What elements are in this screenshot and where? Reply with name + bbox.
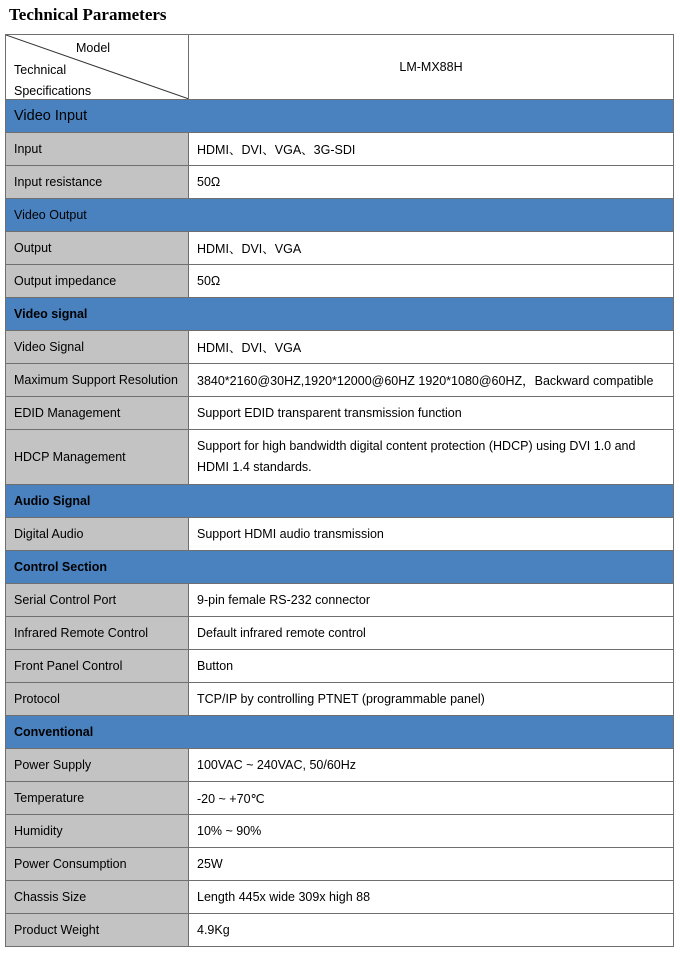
- param-value: 50Ω: [189, 166, 674, 199]
- section-video-signal: [6, 298, 674, 331]
- table-row: [6, 650, 674, 683]
- param-value: 50Ω: [189, 265, 674, 298]
- section-title: Video Output: [6, 199, 674, 232]
- param-name: Output: [6, 232, 189, 265]
- param-value: 4.9Kg: [189, 914, 674, 947]
- spec-table: [5, 34, 674, 947]
- table-row: [6, 815, 674, 848]
- param-value: Length 445x wide 309x high 88: [189, 881, 674, 914]
- table-row: [6, 584, 674, 617]
- table-row: [6, 782, 674, 815]
- table-row: [6, 617, 674, 650]
- param-name: Maximum Support Resolution: [6, 364, 189, 397]
- param-value: 3840*2160@30HZ,1920*12000@60HZ 1920*1080@60HZ，Backward compatible: [189, 364, 674, 397]
- param-value: Support HDMI audio transmission: [189, 518, 674, 551]
- section-title: Control Section: [6, 551, 674, 584]
- table-row: [6, 430, 674, 485]
- section-conventional: [6, 716, 674, 749]
- param-name: Video Signal: [6, 331, 189, 364]
- table-row: [6, 397, 674, 430]
- technical-label: Technical: [14, 63, 67, 77]
- param-name: Chassis Size: [6, 881, 189, 914]
- table-header-row: [6, 35, 674, 100]
- model-value: LM-MX88H: [189, 35, 674, 100]
- section-video-input: [6, 100, 674, 133]
- param-value: -20 ~ +70℃: [189, 782, 674, 815]
- param-name: Serial Control Port: [6, 584, 189, 617]
- table-row: [6, 914, 674, 947]
- section-title: Video signal: [6, 298, 674, 331]
- param-name: Digital Audio: [6, 518, 189, 551]
- param-name: Power Supply: [6, 749, 189, 782]
- table-row: [6, 265, 674, 298]
- param-value: 100VAC ~ 240VAC, 50/60Hz: [189, 749, 674, 782]
- param-value: HDMI、DVI、VGA: [189, 331, 674, 364]
- param-value: Support EDID transparent transmission function: [189, 397, 674, 430]
- param-value: Support for high bandwidth digital content protection (HDCP) using DVI 1.0 and HDMI 1.4 standards.: [189, 430, 674, 485]
- diagonal-header-cell: [6, 35, 189, 100]
- param-name: Front Panel Control: [6, 650, 189, 683]
- param-name: Power Consumption: [6, 848, 189, 881]
- section-title: Conventional: [6, 716, 674, 749]
- section-title: Audio Signal: [6, 485, 674, 518]
- param-value: 25W: [189, 848, 674, 881]
- table-row: [6, 683, 674, 716]
- table-row: [6, 331, 674, 364]
- param-value: Button: [189, 650, 674, 683]
- page-title: Technical Parameters: [9, 5, 167, 24]
- table-row: [6, 133, 674, 166]
- param-value: 10% ~ 90%: [189, 815, 674, 848]
- param-value: 9-pin female RS-232 connector: [189, 584, 674, 617]
- section-control: [6, 551, 674, 584]
- param-name: Infrared Remote Control: [6, 617, 189, 650]
- param-name: Product Weight: [6, 914, 189, 947]
- param-name: Humidity: [6, 815, 189, 848]
- param-name: Output impedance: [6, 265, 189, 298]
- table-row: [6, 749, 674, 782]
- table-row: [6, 364, 674, 397]
- param-name: HDCP Management: [6, 430, 189, 485]
- param-value: TCP/IP by controlling PTNET (programmable panel): [189, 683, 674, 716]
- param-name: Input: [6, 133, 189, 166]
- table-row: [6, 232, 674, 265]
- table-row: [6, 518, 674, 551]
- section-video-output: [6, 199, 674, 232]
- param-name: EDID Management: [6, 397, 189, 430]
- section-audio-signal: [6, 485, 674, 518]
- param-name: Protocol: [6, 683, 189, 716]
- param-name: Input resistance: [6, 166, 189, 199]
- specifications-label: Specifications: [14, 84, 92, 98]
- table-row: [6, 166, 674, 199]
- model-label: Model: [76, 41, 111, 55]
- param-value: HDMI、DVI、VGA、3G-SDI: [189, 133, 674, 166]
- param-value: HDMI、DVI、VGA: [189, 232, 674, 265]
- table-row: [6, 881, 674, 914]
- table-row: [6, 848, 674, 881]
- param-name: Temperature: [6, 782, 189, 815]
- section-title: Video Input: [6, 100, 674, 133]
- param-value: Default infrared remote control: [189, 617, 674, 650]
